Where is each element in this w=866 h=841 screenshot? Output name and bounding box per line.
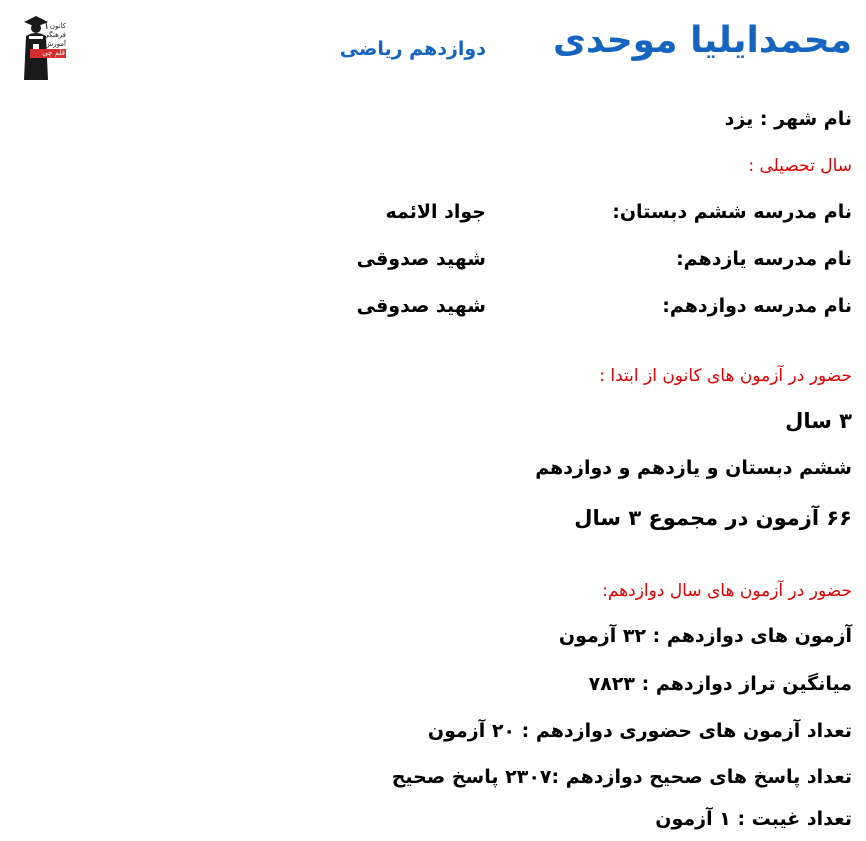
twelfth-exams: آزمون های دوازدهم : ۳۲ آزمون [558,625,852,647]
twelfth-correct-answers: تعداد پاسخ های صحیح دوازدهم :۲۳۰۷ پاسخ صحیح [391,766,852,788]
logo-text [30,22,66,58]
attendance-twelfth-heading: حضور در آزمون های سال دوازدهم: [602,581,852,601]
attendance-total: ۶۶ آزمون در مجموع ۳ سال [574,506,852,530]
attendance-grades: ششم دبستان و یازدهم و دوازدهم [535,457,852,479]
school-value: شهید صدوقی [356,295,486,317]
attendance-years: ۳ سال [785,409,852,433]
student-name: محمدایلیا موحدی [552,20,852,61]
school-label: نام مدرسه ششم دبستان: [612,201,852,223]
logo-badge: قلم چی [30,49,66,58]
school-value: جواد الائمه [385,201,486,223]
school-label: نام مدرسه دوازدهم: [662,295,852,317]
twelfth-average-score: میانگین تراز دوازدهم : ۷۸۲۳ [588,673,852,695]
academic-years-heading: سال تحصیلی : [748,156,852,176]
twelfth-in-person-exams: تعداد آزمون های حضوری دوازدهم : ۲۰ آزمون [427,720,852,742]
school-value: شهید صدوقی [356,248,486,270]
logo-line: آموزش [44,40,66,48]
absences: تعداد غیبت : ۱ آزمون [655,808,852,830]
city: نام شهر : یزد [724,108,852,130]
school-label: نام مدرسه یازدهم: [676,248,852,270]
logo-line: فرهنگی [43,31,66,39]
attendance-since-start-heading: حضور در آزمون های کانون از ابتدا : [599,366,852,386]
logo-line: کانون [49,22,66,30]
student-grade: دوازدهم ریاضی [339,38,486,60]
